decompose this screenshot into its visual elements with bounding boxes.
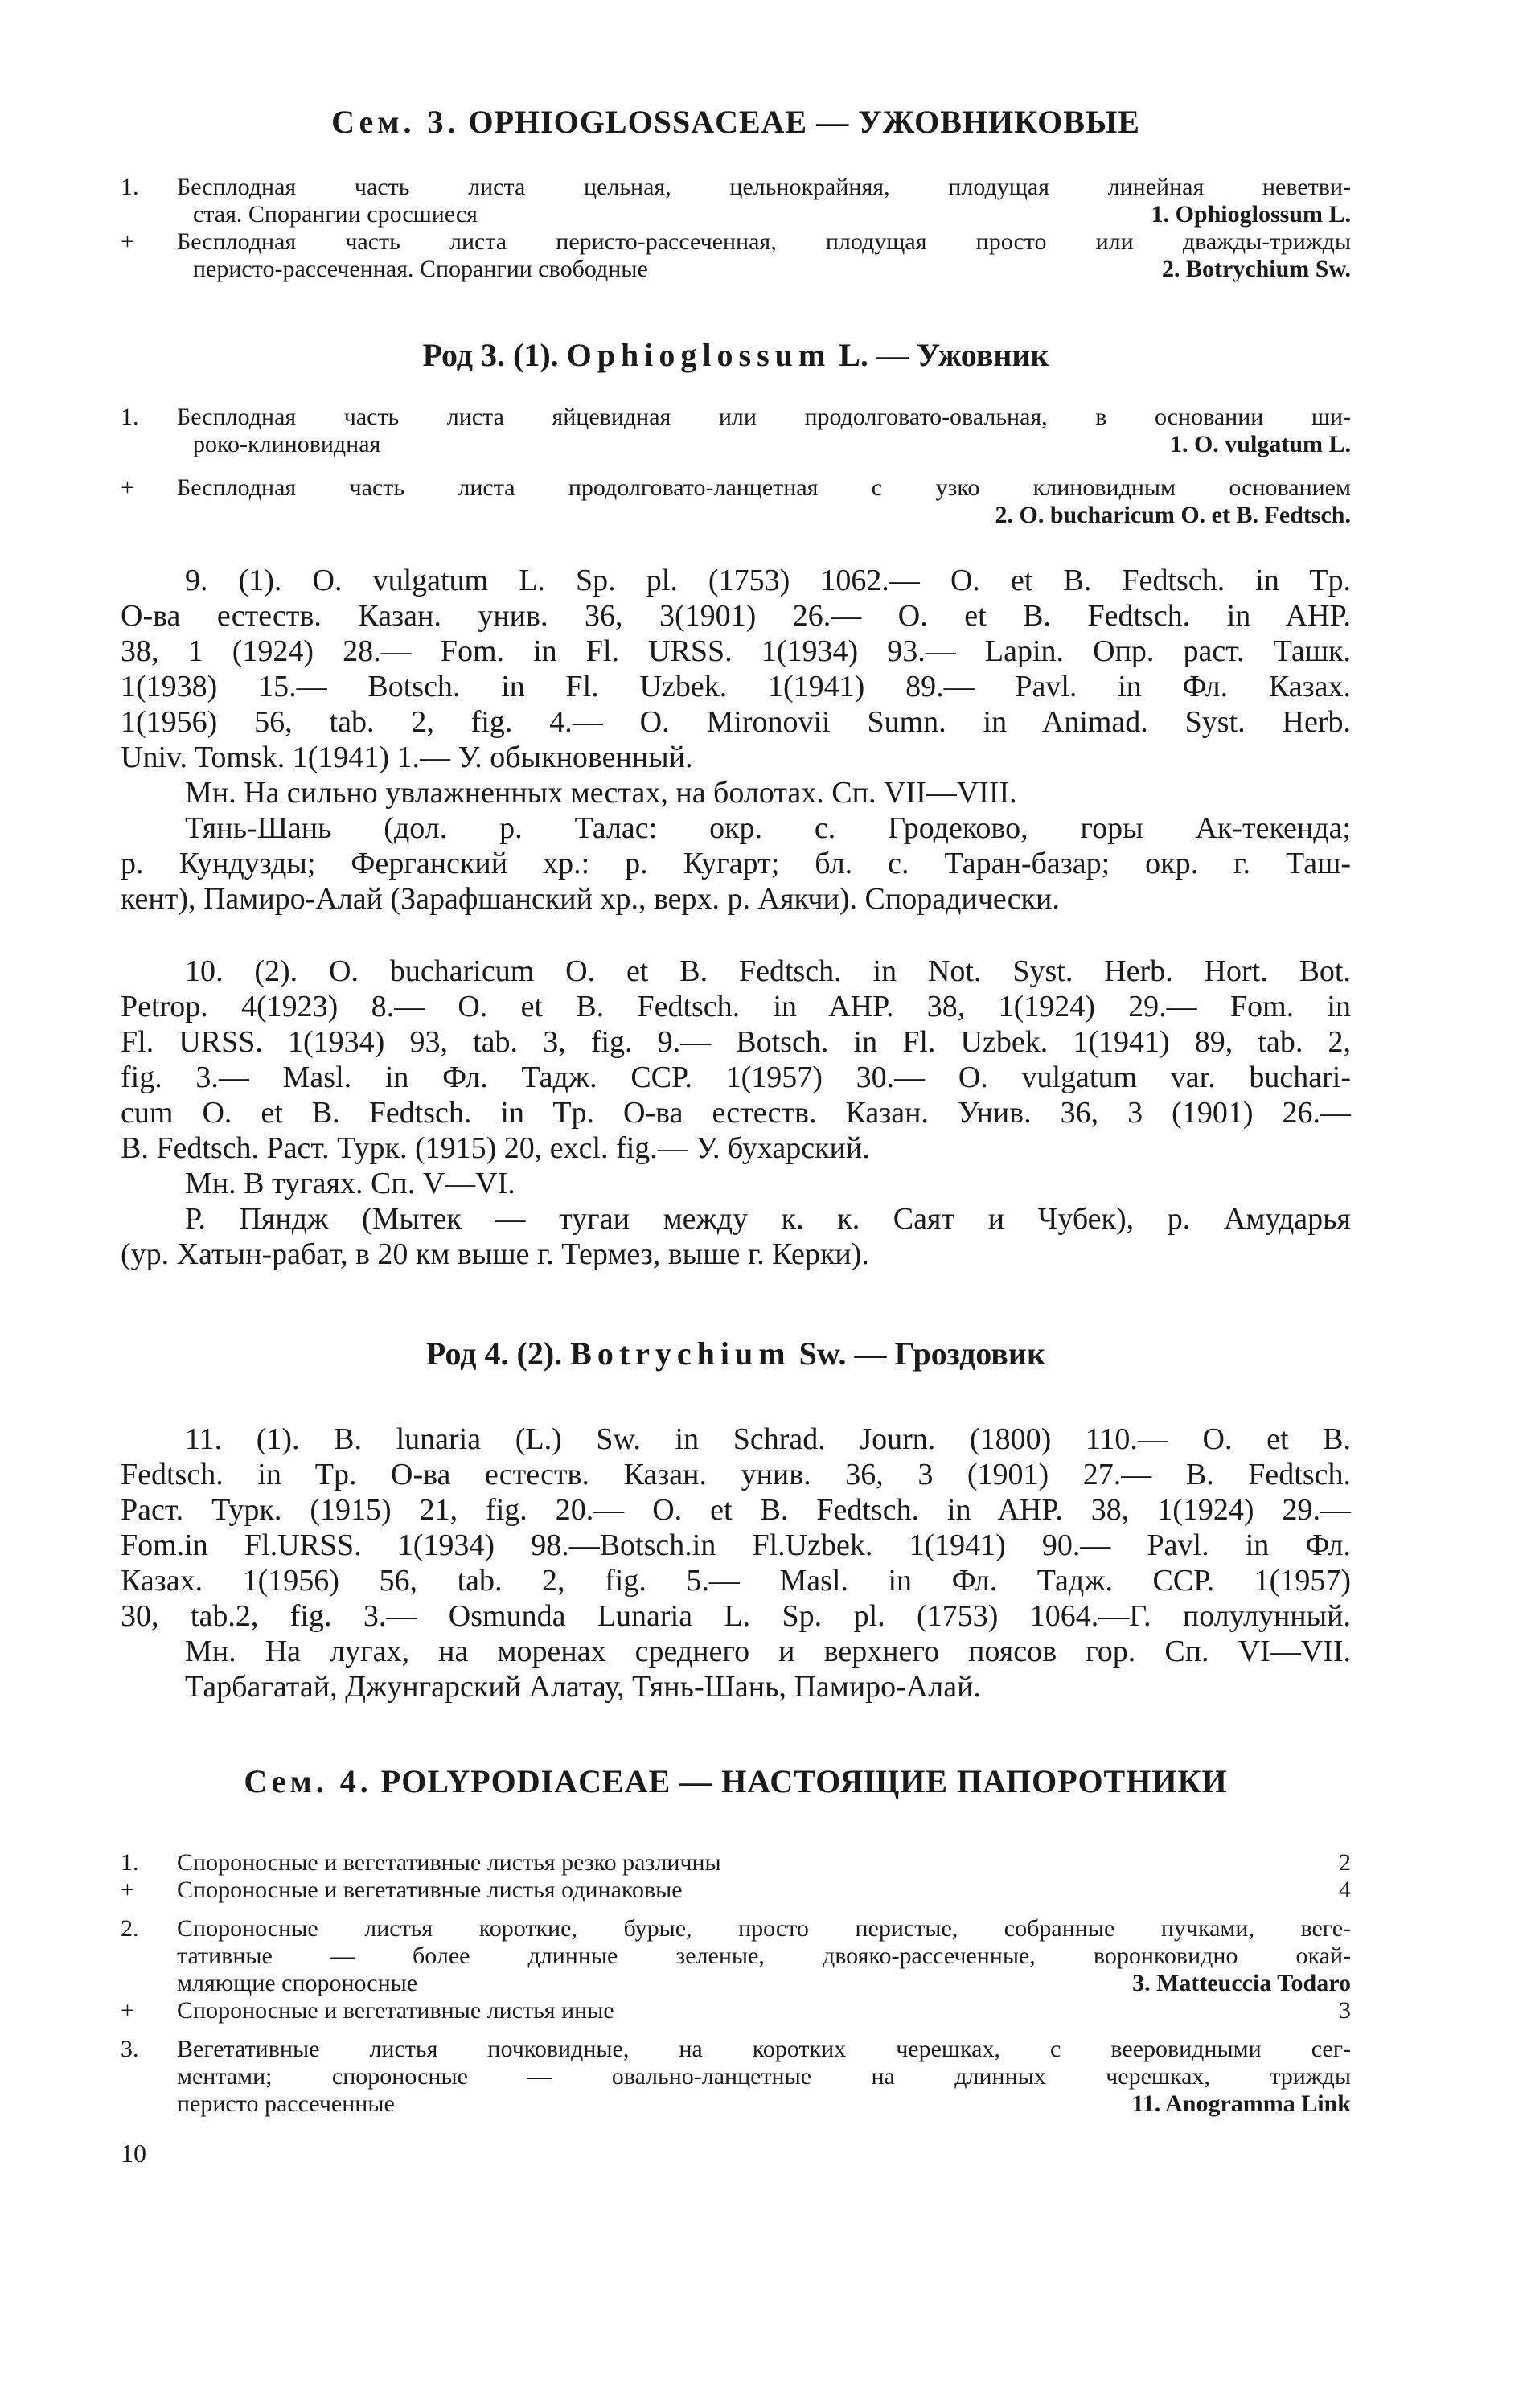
page-number: 10 <box>121 2139 146 2168</box>
citation-line: Fedtsch. in Tp. O-ва естеств. Казан. унив. 36, 3 (1901) 27.— B. Fedtsch. <box>121 1458 1351 1491</box>
citation-line: 9. (1). O. vulgatum L. Sp. pl. (1753) 1062.— O. et B. Fedtsch. in Tp. <box>185 564 1351 597</box>
key-number: + <box>121 1877 134 1903</box>
key-row <box>121 1877 1351 1904</box>
key-row <box>121 502 1351 529</box>
family-4-label: Сем. 4. <box>244 1763 372 1799</box>
key-row <box>121 228 1351 256</box>
key-text: Вегетативные листья почковидные, на коротких черешках, с вееровидными сег- <box>177 2036 1351 2062</box>
citation-line: 10. (2). O. bucharicum O. et B. Fedtsch. in Not. Syst. Herb. Hort. Bot. <box>185 954 1351 988</box>
key-result: 3 <box>1339 1997 1351 2024</box>
distribution-line: Тянь-Шань (дол. р. Талас: окр. с. Гродеково, горы Ак-текенда; <box>185 811 1351 845</box>
key-row <box>121 201 1351 228</box>
key-text: роко-клиновидная <box>193 431 381 457</box>
genus-3-key <box>121 404 1351 529</box>
key-number: 1. <box>121 174 139 200</box>
key-text: ментами; спороносные — овально-ланцетные на длинных черешках, трижды <box>177 2063 1351 2090</box>
key-text: Бесплодная часть листа перисто-рассеченная, плодущая просто или дважды-трижды <box>177 228 1351 255</box>
distribution-line: (ур. Хатын-рабат, в 20 км выше г. Термез, выше г. Керки). <box>121 1237 869 1271</box>
key-text: Спороносные и вегетативные листья иные <box>177 1997 614 2024</box>
family-4-key <box>121 1849 1351 2118</box>
citation-line: Казах. 1(1956) 56, tab. 2, fig. 5.— Masl. in Фл. Тадж. ССР. 1(1957) <box>121 1564 1351 1598</box>
key-row <box>121 2090 1351 2118</box>
key-number: + <box>121 474 134 501</box>
species-9-entry <box>121 563 1351 917</box>
key-text: стая. Спорангии сросшиеся <box>193 201 478 228</box>
distribution-line: р. Кундузды; Ферганский хр.: р. Кугарт; бл. с. Таран-базар; окр. г. Таш- <box>121 847 1351 880</box>
key-number: 3. <box>121 2036 139 2062</box>
genus-4-heading <box>121 1335 1351 1372</box>
key-result: 2. Botrychium Sw. <box>1161 256 1351 282</box>
habitat-line: Мн. В тугаях. Сп. V—VI. <box>185 1167 515 1200</box>
distribution-line: Тарбагатай, Джунгарский Алатау, Тянь-Шань, Памиро-Алай. <box>185 1670 981 1704</box>
key-result: 1. Ophioglossum L. <box>1151 201 1351 228</box>
citation-line: Univ. Tomsk. 1(1941) 1.— У. обыкновенный. <box>121 740 693 774</box>
key-text: мляющие спороносные <box>177 1970 418 1996</box>
key-text: Бесплодная часть листа цельная, цельнокрайняя, плодущая линейная неветви- <box>177 174 1351 200</box>
key-text: перисто рассеченные <box>177 2090 395 2117</box>
citation-line: cum O. et B. Fedtsch. in Tp. O-ва естеств. Казан. Унив. 36, 3 (1901) 26.— <box>121 1096 1351 1130</box>
citation-line: Fom.in Fl.URSS. 1(1934) 98.—Botsch.in Fl.Uzbek. 1(1941) 90.— Pavl. in Фл. <box>121 1528 1351 1562</box>
distribution-line: кент), Памиро-Алай (Зарафшанский хр., верх. р. Аякчи). Спорадически. <box>121 882 1060 916</box>
key-row <box>121 174 1351 201</box>
key-number: + <box>121 228 134 255</box>
citation-line: B. Fedtsch. Раст. Турк. (1915) 20, excl. fig.— У. бухарский. <box>121 1131 870 1165</box>
habitat-line: Мн. На сильно увлажненных местах, на болотах. Сп. VII—VIII. <box>185 776 1017 810</box>
citation-line: 11. (1). B. lunaria (L.) Sw. in Schrad. Journ. (1800) 110.— O. et B. <box>185 1422 1351 1456</box>
key-row <box>121 404 1351 431</box>
key-result: 3. Matteuccia Todaro <box>1132 1970 1351 1996</box>
key-text: тативные — более длинные зеленые, двояко-рассеченные, воронковидно окай- <box>177 1942 1351 1969</box>
key-result: 1. O. vulgatum L. <box>1169 431 1351 457</box>
genus-4-rest: Sw. — Гроздовик <box>798 1335 1045 1372</box>
key-number: 1. <box>121 1849 139 1876</box>
key-row <box>121 1849 1351 1877</box>
key-text: Спороносные и вегетативные листья резко различны <box>177 1849 721 1876</box>
key-text: Спороносные и вегетативные листья одинаковые <box>177 1877 683 1903</box>
species-11-entry <box>121 1421 1351 1704</box>
key-number: 1. <box>121 404 139 430</box>
habitat-line: Мн. На лугах, на моренах среднего и верхнего поясов гор. Сп. VI—VII. <box>185 1635 1351 1668</box>
genus-3-rest: L. — Ужовник <box>839 337 1049 373</box>
citation-line: Petrop. 4(1923) 8.— O. et B. Fedtsch. in AHP. 38, 1(1924) 29.— Fom. in <box>121 990 1351 1024</box>
citation-line: 1(1956) 56, tab. 2, fig. 4.— O. Mironovii Sumn. in Animad. Syst. Herb. <box>121 705 1351 739</box>
key-result: 4 <box>1339 1877 1351 1903</box>
key-row <box>121 2036 1351 2063</box>
family-3-title: OPHIOGLOSSACEAE — УЖОВНИКОВЫЕ <box>468 104 1140 140</box>
citation-line: Раст. Турк. (1915) 21, fig. 20.— O. et B. Fedtsch. in AHP. 38, 1(1924) 29.— <box>121 1493 1351 1527</box>
genus-4-name: Botrychium <box>570 1335 791 1372</box>
key-text: перисто-рассеченная. Спорангии свободные <box>193 256 648 282</box>
key-text: Бесплодная часть листа продолговато-ланцетная с узко клиновидным основанием <box>177 474 1351 501</box>
key-number: 2. <box>121 1915 139 1942</box>
key-row <box>121 1997 1351 2024</box>
family-3-label: Сем. 3. <box>331 104 460 140</box>
citation-line: 1(1938) 15.— Botsch. in Fl. Uzbek. 1(1941) 89.— Pavl. in Фл. Казах. <box>121 670 1351 704</box>
key-text: Спороносные листья короткие, бурые, просто перистые, собранные пучками, веге- <box>177 1915 1351 1942</box>
key-row <box>121 256 1351 283</box>
family-3-key <box>121 174 1351 283</box>
key-row <box>121 1915 1351 1942</box>
genus-4-label: Род 4. (2). <box>426 1335 563 1372</box>
genus-3-heading <box>121 336 1351 374</box>
genus-3-label: Род 3. (1). <box>422 337 559 373</box>
key-row <box>121 1942 1351 1970</box>
key-text: Бесплодная часть листа яйцевидная или продолговато-овальная, в основании ши- <box>177 404 1351 430</box>
citation-line: Fl. URSS. 1(1934) 93, tab. 3, fig. 9.— Botsch. in Fl. Uzbek. 1(1941) 89, tab. 2, <box>121 1025 1351 1059</box>
key-number: + <box>121 1997 134 2024</box>
citation-line: O-ва естеств. Казан. унив. 36, 3(1901) 26.— O. et B. Fedtsch. in AHP. <box>121 599 1351 633</box>
citation-line: fig. 3.— Masl. in Фл. Тадж. ССР. 1(1957) 30.— O. vulgatum var. buchari- <box>121 1060 1351 1094</box>
key-row <box>121 1970 1351 1997</box>
key-result: 2. O. bucharicum O. et B. Fedtsch. <box>995 502 1351 528</box>
distribution-line: Р. Пяндж (Мытек — тугаи между к. к. Саят и Чубек), р. Амударья <box>185 1202 1351 1236</box>
genus-3-name: Ophioglossum <box>566 337 831 373</box>
key-row <box>121 2063 1351 2090</box>
family-4-title: POLYPODIACEAE — НАСТОЯЩИЕ ПАПОРОТНИКИ <box>380 1763 1228 1799</box>
family-3-heading <box>121 103 1351 141</box>
key-row <box>121 431 1351 458</box>
key-result: 11. Anogramma Link <box>1131 2090 1351 2117</box>
key-row <box>121 474 1351 502</box>
species-10-entry <box>121 954 1351 1272</box>
citation-line: 30, tab.2, fig. 3.— Osmunda Lunaria L. Sp. pl. (1753) 1064.—Г. полулунный. <box>121 1599 1351 1633</box>
family-4-heading <box>121 1762 1351 1800</box>
citation-line: 38, 1 (1924) 28.— Fom. in Fl. URSS. 1(1934) 93.— Lapin. Опр. раст. Ташк. <box>121 634 1351 668</box>
key-result: 2 <box>1339 1849 1351 1876</box>
